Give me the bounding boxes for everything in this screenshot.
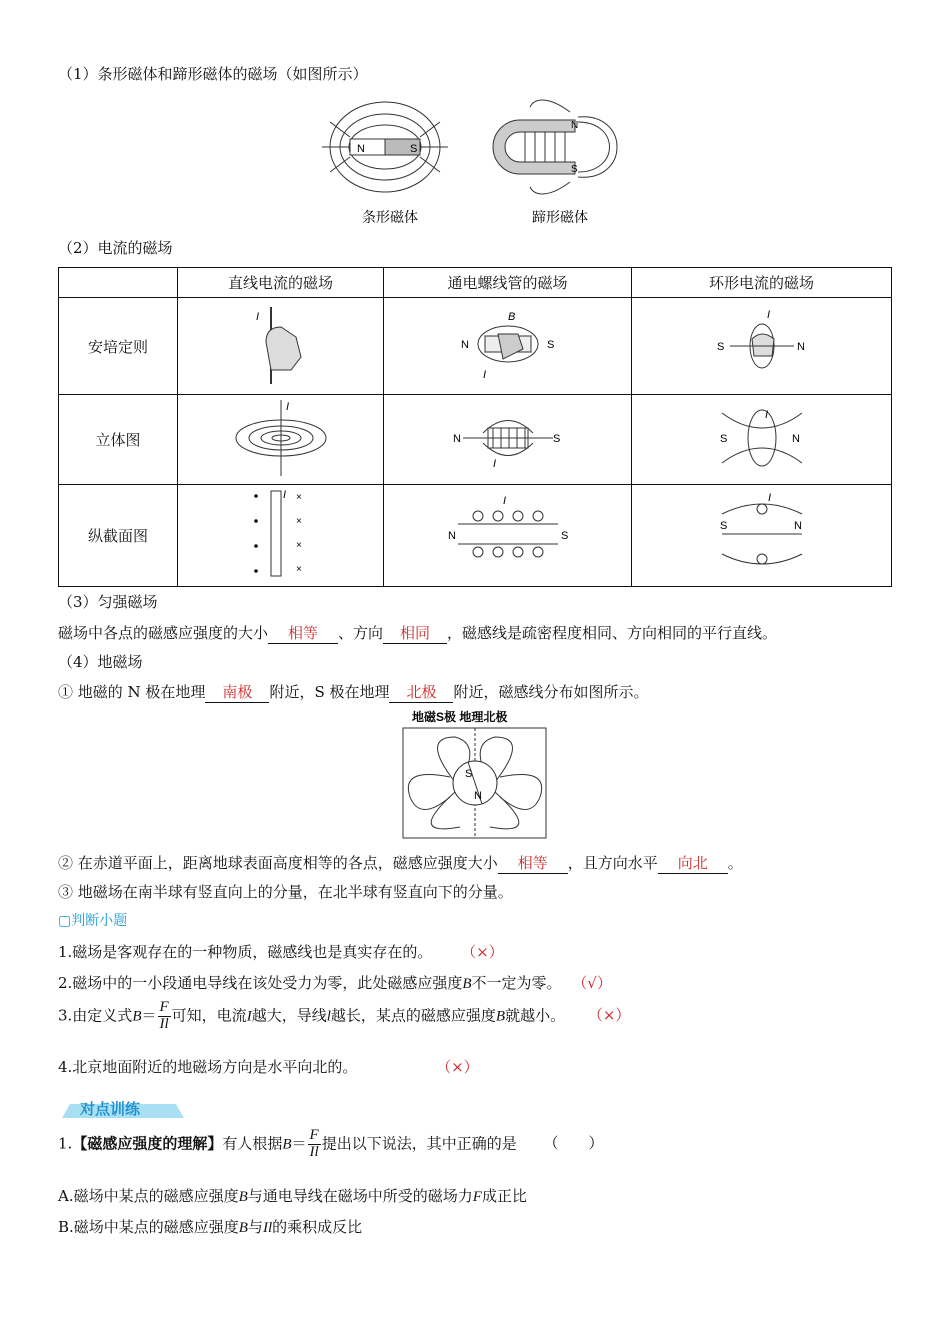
- label-n: N: [452, 432, 461, 445]
- judge-q1-text: 1.磁场是客观存在的一种物质，磁感线也是真实存在的。: [58, 943, 433, 961]
- var-b: B: [132, 1008, 142, 1025]
- text: ① 地磁的 N 极在地理: [58, 683, 206, 701]
- loop-3d-diagram: [712, 398, 812, 478]
- cell-solenoid-3d: [384, 395, 632, 485]
- label-n: N: [447, 529, 456, 542]
- section4-heading: （4）地磁场: [58, 653, 143, 671]
- equals: ＝: [291, 1134, 307, 1153]
- label-i: I: [764, 408, 768, 421]
- section1-heading: （1）条形磁体和蹄形磁体的磁场（如图所示）: [58, 65, 368, 83]
- geomagnetic-figure: [400, 707, 550, 842]
- solenoid-section-diagram: [443, 494, 573, 574]
- straight-section-diagram: [231, 486, 331, 581]
- training-banner: [58, 1096, 188, 1120]
- var-b: B: [282, 1136, 292, 1153]
- text: 越大，导线: [251, 1006, 327, 1025]
- text: 附近，S 极在地理: [269, 683, 390, 701]
- answer-blank: 北极: [389, 681, 453, 703]
- judge-a1: （×）: [461, 943, 504, 961]
- label-s: S: [719, 519, 727, 532]
- horseshoe-magnet-diagram: [493, 100, 617, 194]
- answer-paren: （ ）: [543, 1134, 604, 1153]
- right-hand-straight-diagram: [236, 302, 326, 387]
- text: 2.磁场中的一小段通电导线在该处受力为零，此处磁感应强度: [58, 974, 463, 992]
- text: 可知，电流: [171, 1006, 247, 1025]
- text: 与通电导线在磁场中所受的磁场力: [247, 1187, 473, 1205]
- label-i: I: [492, 457, 496, 470]
- col-header-straight: 直线电流的磁场: [178, 268, 384, 298]
- judge-q4-text: 4.北京地面附近的地磁场方向是水平向北的。: [58, 1058, 358, 1076]
- label-b: B: [507, 311, 515, 323]
- answer-blank: 相等: [268, 622, 338, 644]
- label-n: N: [793, 519, 802, 532]
- bar-n-label: N: [357, 143, 365, 155]
- text: B.磁场中某点的磁感应强度: [58, 1218, 239, 1236]
- judge-q3: [58, 1000, 630, 1033]
- label-i: I: [502, 494, 506, 507]
- var-f: F: [472, 1189, 482, 1205]
- right-hand-solenoid-diagram: [453, 304, 563, 384]
- label-i: I: [767, 491, 771, 504]
- numerator: F: [309, 1127, 319, 1143]
- question-tag: 【磁感应强度的理解】: [72, 1134, 223, 1153]
- text: 与: [247, 1218, 263, 1236]
- cell-loop-section: [632, 485, 892, 587]
- geomagnetic-p2: [58, 852, 743, 874]
- label-s: S: [546, 339, 554, 351]
- row-header-section: 纵截面图: [59, 485, 178, 587]
- var-b: B: [238, 1189, 248, 1205]
- row-header-3d: 立体图: [59, 395, 178, 485]
- var-i: I: [246, 1008, 252, 1025]
- table-row: [59, 485, 892, 587]
- right-hand-loop-diagram: [712, 304, 812, 384]
- var-b: B: [495, 1008, 506, 1025]
- text: ② 在赤道平面上，距离地球表面高度相等的各点，磁感应强度大小: [58, 854, 498, 872]
- svg-text:×: ×: [295, 564, 302, 575]
- straight-3d-diagram: [226, 398, 336, 478]
- text: 越长，某点的磁感应强度: [330, 1006, 496, 1025]
- text: 就越小。: [505, 1006, 566, 1025]
- geomagnetic-s-label: S: [465, 768, 473, 780]
- label-i: I: [282, 489, 286, 501]
- fraction-f-over-il: [158, 1000, 171, 1033]
- label-i: I: [255, 310, 259, 323]
- text: 3.由定义式: [58, 1006, 133, 1025]
- label-s: S: [716, 341, 724, 353]
- solenoid-3d-diagram: [453, 403, 563, 473]
- horseshoe-s-label: S: [571, 164, 578, 175]
- option-a: [58, 1185, 527, 1206]
- geomagnetic-figure-label: 地磁S极 地理北极: [412, 710, 508, 724]
- geomagnetic-p3: ③ 地磁场在南半球有竖直向上的分量，在北半球有竖直向下的分量。: [58, 883, 513, 901]
- svg-text:×: ×: [295, 516, 302, 527]
- bar-s-label: S: [410, 143, 418, 155]
- col-header-loop: 环形电流的磁场: [632, 268, 892, 298]
- label-n: N: [460, 339, 469, 351]
- text: 、方向: [338, 624, 384, 642]
- label-i: I: [285, 400, 289, 413]
- training-banner-label: 对点训练: [80, 1101, 141, 1118]
- training-q1: [58, 1128, 604, 1161]
- text: 附近，磁感线分布如图所示。: [453, 683, 649, 701]
- question-number: 1.: [58, 1134, 73, 1153]
- cell-straight-rule: [178, 298, 384, 395]
- cell-solenoid-section: [384, 485, 632, 587]
- bar-magnet-diagram: [322, 102, 448, 192]
- answer-blank: 相同: [383, 622, 447, 644]
- var-b: B: [238, 1220, 248, 1236]
- label-i: I: [482, 369, 486, 381]
- text: A.磁场中某点的磁感应强度: [58, 1187, 239, 1205]
- var-il: Il: [262, 1220, 273, 1236]
- equals: ＝: [141, 1006, 157, 1025]
- cell-solenoid-rule: [384, 298, 632, 395]
- var-l: l: [326, 1008, 331, 1025]
- denominator: Il: [159, 1015, 169, 1032]
- cell-straight-section: [178, 485, 384, 587]
- col-header-solenoid: 通电螺线管的磁场: [384, 268, 632, 298]
- label-s: S: [719, 432, 727, 445]
- uniform-field-text: [58, 622, 777, 644]
- text: 不一定为零。: [471, 974, 562, 992]
- current-field-table: [58, 267, 892, 587]
- section3-heading: （3）匀强磁场: [58, 593, 158, 611]
- label-s: S: [552, 432, 560, 445]
- text: 成正比: [481, 1187, 527, 1205]
- label-i: I: [766, 309, 770, 321]
- horseshoe-n-label: N: [571, 120, 579, 131]
- loop-section-diagram: [712, 489, 812, 579]
- geomagnetic-n-label: N: [474, 790, 482, 802]
- answer-blank: 相等: [498, 852, 568, 874]
- table-corner-cell: [59, 268, 178, 298]
- answer-blank: 向北: [658, 852, 728, 874]
- svg-text:×: ×: [295, 492, 302, 503]
- label-n: N: [796, 341, 805, 353]
- text: 的乘积成反比: [272, 1218, 363, 1236]
- cell-straight-3d: [178, 395, 384, 485]
- text: 磁场中各点的磁感应强度的大小: [58, 624, 269, 642]
- text: 有人根据: [222, 1134, 283, 1153]
- section2-heading: （2）电流的磁场: [58, 239, 173, 257]
- var-b: B: [462, 976, 472, 992]
- row-header-ampere-rule: 安培定则: [59, 298, 178, 395]
- text: ，且方向水平: [567, 854, 658, 872]
- magnet-figure: [320, 92, 640, 232]
- judge-q4: [58, 1056, 479, 1077]
- option-b: [58, 1216, 362, 1237]
- table-row: [59, 298, 892, 395]
- text: ，磁感线是疏密程度相同、方向相同的平行直线。: [447, 624, 778, 642]
- text: 提出以下说法，其中正确的是: [321, 1134, 517, 1153]
- table-header-row: [59, 268, 892, 298]
- judge-q1: [58, 941, 504, 962]
- judge-a4: （×）: [436, 1058, 479, 1076]
- cell-loop-3d: [632, 395, 892, 485]
- judge-a3: （×）: [587, 1006, 631, 1025]
- cell-loop-rule: [632, 298, 892, 395]
- fraction-f-over-il: [308, 1128, 321, 1161]
- geomagnetic-p1: [58, 681, 649, 703]
- judge-a2: （√）: [572, 974, 612, 992]
- answer-blank: 南极: [205, 681, 269, 703]
- bar-magnet-caption: 条形磁体: [362, 209, 418, 225]
- text: 。: [727, 854, 743, 872]
- table-row: [59, 395, 892, 485]
- svg-text:×: ×: [295, 540, 302, 551]
- label-s: S: [560, 529, 568, 542]
- horseshoe-magnet-caption: 蹄形磁体: [532, 209, 588, 225]
- denominator: Il: [309, 1143, 319, 1160]
- label-n: N: [791, 432, 800, 445]
- judge-title: ▢判断小题: [58, 913, 128, 929]
- judge-q2: [58, 972, 612, 993]
- numerator: F: [159, 999, 169, 1015]
